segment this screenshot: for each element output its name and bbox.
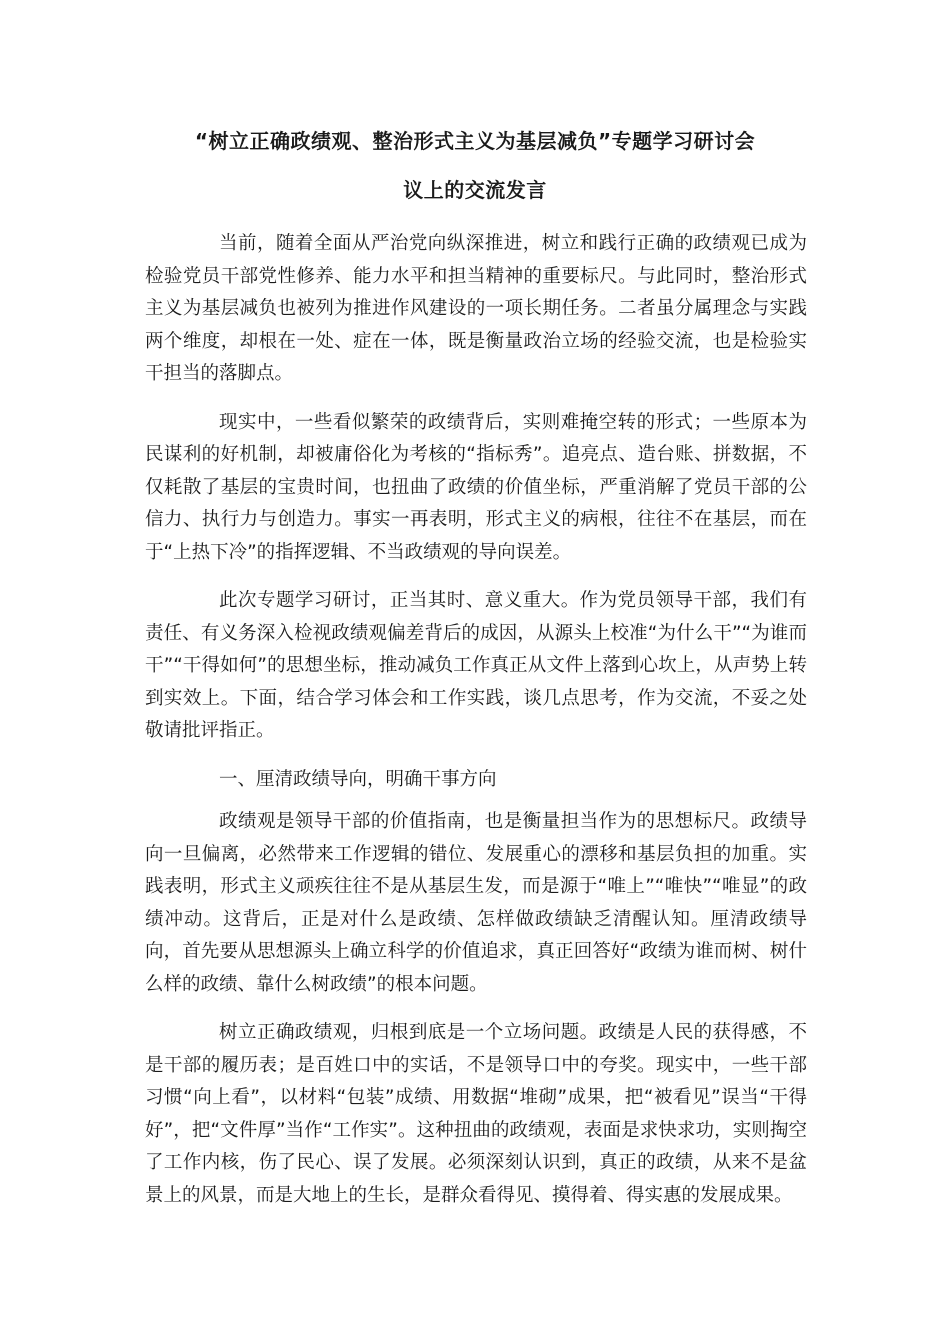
paragraph-stance: 树立正确政绩观，归根到底是一个立场问题。政绩是人民的获得感，不是干部的履历表；是百姓口中的实话，不是领导口中的夸奖。现实中，一些干部习惯“向上看”，以材料“包装”成绩、用数据“堆砌”成果，把“被看见”误当“干得好”，把“文件厚”当作“工作实”。这种扭曲的政绩观，表面是求快求功，实则掏空了工作内核，伤了民心、误了发展。必须深刻认识到，真正的政绩，从来不是盆景上的风景，而是大地上的生长，是群众看得见、摸得着、得实惠的发展成果。 <box>145 1022 807 1206</box>
section-heading-1: 一、厘清政绩导向，明确干事方向 <box>219 768 497 790</box>
paragraph-orientation: 政绩观是领导干部的价值指南，也是衡量担当作为的思想标尺。政绩导向一旦偏离，必然带来工作逻辑的错位、发展重心的漂移和基层负担的加重。实践表明，形式主义顽疾往往不是从基层生发，而是源于“唯上”“唯快”“唯显”的政绩冲动。这背后，正是对什么是政绩、怎样做政绩缺乏清醒认知。厘清政绩导向，首先要从思想源头上确立科学的价值追求，真正回答好“政绩为谁而树、树什么样的政绩、靠什么树政绩”的根本问题。 <box>145 811 807 995</box>
paragraph-intro: 当前，随着全面从严治党向纵深推进，树立和践行正确的政绩观已成为检验党员干部党性修养、能力水平和担当精神的重要标尺。与此同时，整治形式主义为基层减负也被列为推进作风建设的一项长期任务。二者虽分属理念与实践两个维度，却根在一处、症在一体，既是衡量政治立场的经验交流，也是检验实干担当的落脚点。 <box>145 233 807 384</box>
document-title-line-1: “树立正确政绩观、整治形式主义为基层减负”专题学习研讨会 <box>194 129 756 153</box>
document-title-line-2: 议上的交流发言 <box>403 178 547 202</box>
document-body <box>145 228 807 1228</box>
paragraph-purpose: 此次专题学习研讨，正当其时、意义重大。作为党员领导干部，我们有责任、有义务深入检视政绩观偏差背后的成因，从源头上校准“为什么干”“为谁而干”“干得如何”的思想坐标，推动减负工作真正从文件上落到心坎上，从声势上转到实效上。下面，结合学习体会和工作实践，谈几点思考，作为交流，不妥之处敬请批评指正。 <box>145 590 807 741</box>
paragraph-reality: 现实中，一些看似繁荣的政绩背后，实则难掩空转的形式；一些原本为民谋利的好机制，却被庸俗化为考核的“指标秀”。追亮点、造台账、拼数据，不仅耗散了基层的宝贵时间，也扭曲了政绩的价值坐标，严重消解了党员干部的公信力、执行力与创造力。事实一再表明，形式主义的病根，往往不在基层，而在于“上热下冷”的指挥逻辑、不当政绩观的导向误差。 <box>145 411 807 563</box>
